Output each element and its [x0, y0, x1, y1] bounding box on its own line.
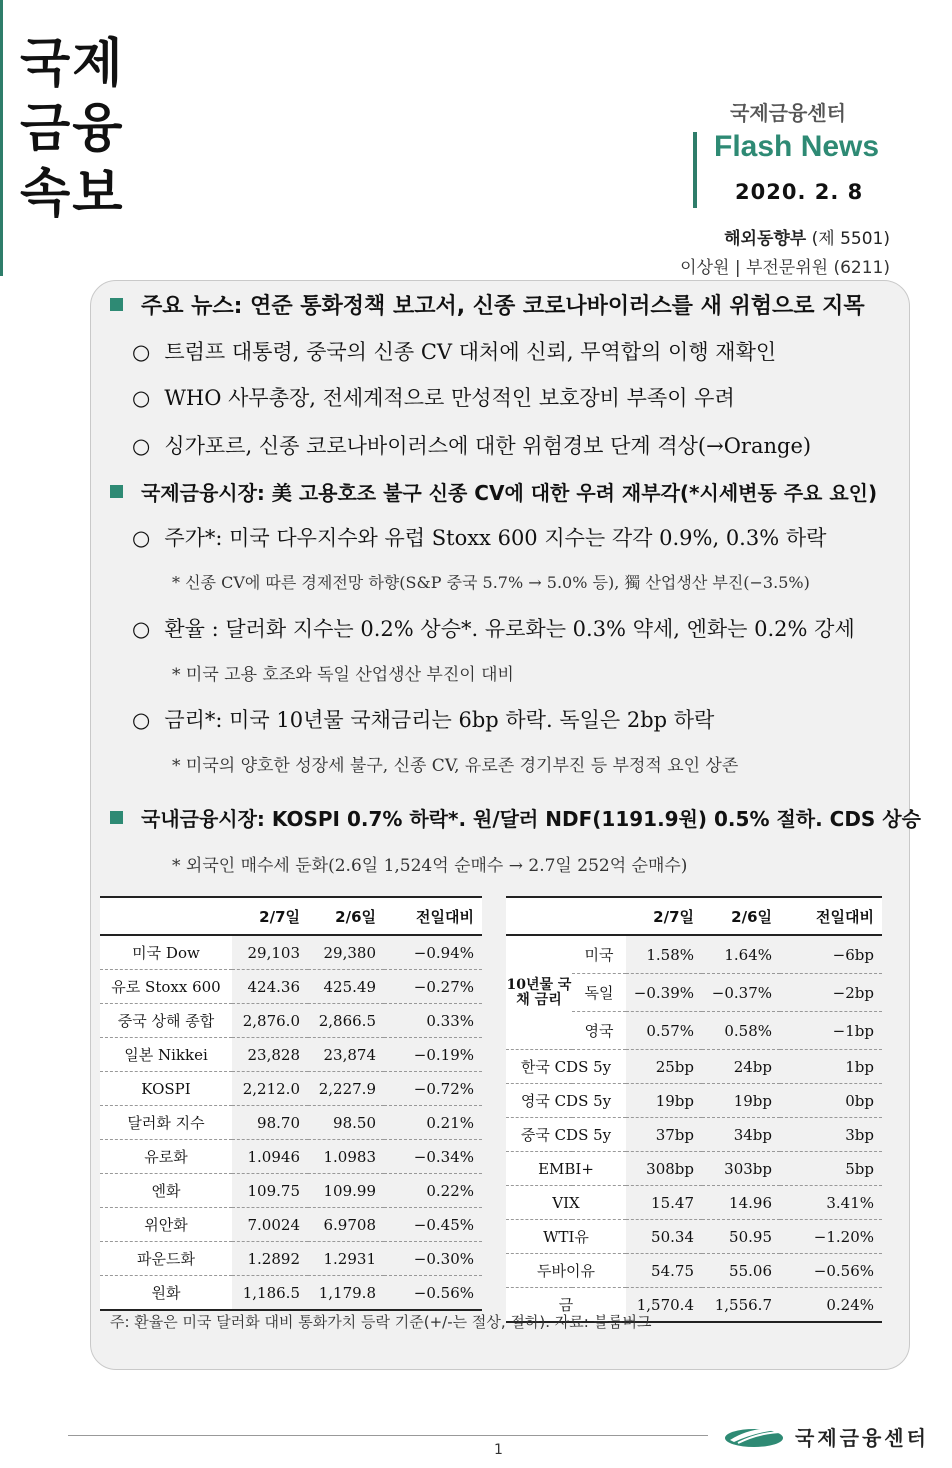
- table-row: [506, 1152, 882, 1186]
- table-row: [100, 1072, 482, 1106]
- table-row: [100, 1276, 482, 1311]
- table-row: [506, 1050, 882, 1084]
- table-cell: 영국 CDS 5y: [506, 1084, 626, 1118]
- doc-title-line-1: 국제: [20, 34, 125, 94]
- table-group-label: 10년물 국채 금리: [506, 935, 572, 1050]
- left-accent-rule: [0, 0, 3, 276]
- doc-title-line-2: 금융: [20, 99, 125, 159]
- circle-bullet-icon: ○: [132, 526, 151, 550]
- table-row: [100, 1038, 482, 1072]
- table-cell: 독일: [572, 974, 626, 1012]
- stock-note: * 신종 CV에 따른 경제전망 하향(S&P 중국 5.7% → 5.0% 등), 獨 산업생산 부진(−3.5%): [172, 573, 810, 592]
- table-cell: 7.0024: [232, 1208, 308, 1242]
- table-cell: 23,874: [308, 1038, 384, 1072]
- table-cell: 0.33%: [384, 1004, 482, 1038]
- table-cell: 일본 Nikkei: [100, 1038, 232, 1072]
- table-row: [100, 1106, 482, 1140]
- table-cell: 0.58%: [702, 1012, 780, 1050]
- footer-divider: [68, 1435, 708, 1436]
- table-cell: −0.19%: [384, 1038, 482, 1072]
- fx-note: * 미국 고용 호조와 독일 산업생산 부진이 대비: [172, 665, 514, 685]
- table-cell: VIX: [506, 1186, 626, 1220]
- table-cell: 1,556.7: [702, 1288, 780, 1323]
- fx-line-text: 환율 : 달러화 지수는 0.2% 상승*. 유로화는 0.3% 약세, 엔화는 0.2% 강세: [164, 617, 855, 641]
- global-markets-table: [100, 896, 482, 1311]
- table-header-row: [506, 897, 882, 935]
- kcif-logo-icon: [724, 1423, 788, 1453]
- table-cell: 54.75: [626, 1254, 702, 1288]
- table-cell: 24bp: [702, 1050, 780, 1084]
- table-cell: −0.34%: [384, 1140, 482, 1174]
- circle-bullet-icon: ○: [132, 708, 151, 732]
- table-cell: 위안화: [100, 1208, 232, 1242]
- table-cell: 37bp: [626, 1118, 702, 1152]
- table-cell: 3bp: [780, 1118, 882, 1152]
- square-bullet-icon: [110, 298, 123, 311]
- table-cell: WTI유: [506, 1220, 626, 1254]
- table-cell: 308bp: [626, 1152, 702, 1186]
- table-cell: 2,227.9: [308, 1072, 384, 1106]
- table-cell: 0.24%: [780, 1288, 882, 1323]
- fx-line: [132, 613, 855, 643]
- news-item: [132, 382, 735, 412]
- circle-bullet-icon: ○: [132, 617, 151, 641]
- table-cell: 원화: [100, 1276, 232, 1311]
- table-row: [506, 1186, 882, 1220]
- table-cell: 109.75: [232, 1174, 308, 1208]
- table-cell: 0.57%: [626, 1012, 702, 1050]
- news-item-text: 싱가포르, 신종 코로나바이러스에 대한 위험경보 단계 격상(→Orange): [164, 434, 812, 458]
- table-cell: 98.70: [232, 1106, 308, 1140]
- table-cell: −0.56%: [780, 1254, 882, 1288]
- table-cell: 1bp: [780, 1050, 882, 1084]
- table-cell: −1.20%: [780, 1220, 882, 1254]
- table-cell: 15.47: [626, 1186, 702, 1220]
- table-cell: −0.94%: [384, 935, 482, 970]
- table-row: [100, 970, 482, 1004]
- table-cell: 2,212.0: [232, 1072, 308, 1106]
- news-item: [132, 336, 776, 366]
- table-cell: 34bp: [702, 1118, 780, 1152]
- department-name: 해외동향부: [724, 229, 807, 249]
- section-3-heading-text: 국내금융시장: KOSPI 0.7% 하락*. 원/달러 NDF(1191.9원) 0.5% 절하. CDS 상승: [141, 807, 921, 831]
- table-cell: EMBI+: [506, 1152, 626, 1186]
- circle-bullet-icon: ○: [132, 386, 151, 410]
- table-row: [100, 1004, 482, 1038]
- table-row: [100, 1174, 482, 1208]
- square-bullet-icon: [110, 811, 123, 824]
- table-cell: 1.0946: [232, 1140, 308, 1174]
- table-cell: 1.2931: [308, 1242, 384, 1276]
- section-2-heading: [110, 477, 877, 506]
- table-cell: −0.45%: [384, 1208, 482, 1242]
- table-cell: 2,876.0: [232, 1004, 308, 1038]
- table-header-cell: 전일대비: [384, 897, 482, 935]
- table-cell: 미국 Dow: [100, 935, 232, 970]
- table-cell: 23,828: [232, 1038, 308, 1072]
- table-cell: 1,179.8: [308, 1276, 384, 1311]
- table-cell: KOSPI: [100, 1072, 232, 1106]
- table-cell: −0.27%: [384, 970, 482, 1004]
- table-footnote: 주: 환율은 미국 달러화 대비 통화가치 등락 기준(+/-는 절상, 절하). 자료: 블룸버그: [110, 1313, 652, 1331]
- section-3-heading: [110, 803, 921, 832]
- table-cell: 6.9708: [308, 1208, 384, 1242]
- table-cell: 영국: [572, 1012, 626, 1050]
- table-cell: 두바이유: [506, 1254, 626, 1288]
- section-1-heading-text: 주요 뉴스: 연준 통화정책 보고서, 신종 코로나바이러스를 새 위험으로 지목: [141, 294, 865, 319]
- table-cell: 425.49: [308, 970, 384, 1004]
- table-cell: 98.50: [308, 1106, 384, 1140]
- circle-bullet-icon: ○: [132, 340, 151, 364]
- stock-line: [132, 522, 826, 552]
- news-item: [132, 430, 811, 460]
- footer-org-name: 국제금융센터: [795, 1426, 929, 1450]
- table-cell: 55.06: [702, 1254, 780, 1288]
- flash-news-bar: [693, 132, 697, 208]
- table-cell: −0.56%: [384, 1276, 482, 1311]
- rates-commodities-table: [506, 896, 882, 1323]
- table-cell: 달러화 지수: [100, 1106, 232, 1140]
- table-header-cell: 2/6일: [702, 897, 780, 935]
- table-cell: 109.99: [308, 1174, 384, 1208]
- table-row: [100, 1140, 482, 1174]
- table-cell: 0.21%: [384, 1106, 482, 1140]
- table-cell: 19bp: [626, 1084, 702, 1118]
- table-cell: 금: [506, 1288, 626, 1323]
- circle-bullet-icon: ○: [132, 434, 151, 458]
- table-row: [506, 935, 882, 974]
- table-header-cell: 2/7일: [626, 897, 702, 935]
- news-item-text: WHO 사무총장, 전세계적으로 만성적인 보호장비 부족이 우려: [164, 386, 735, 410]
- department-number: (제 5501): [806, 229, 890, 249]
- table-cell: 1,186.5: [232, 1276, 308, 1311]
- table-cell: −0.37%: [702, 974, 780, 1012]
- table-cell: 유로 Stoxx 600: [100, 970, 232, 1004]
- rate-line: [132, 704, 714, 734]
- table-cell: 5bp: [780, 1152, 882, 1186]
- table-cell: −0.30%: [384, 1242, 482, 1276]
- stock-line-text: 주가*: 미국 다우지수와 유럽 Stoxx 600 지수는 각각 0.9%, 0.3% 하락: [164, 526, 827, 550]
- doc-title-line-3: 속보: [20, 164, 125, 224]
- table-row: [506, 1084, 882, 1118]
- table-cell: 303bp: [702, 1152, 780, 1186]
- table-cell: −2bp: [780, 974, 882, 1012]
- table-cell: 중국 CDS 5y: [506, 1118, 626, 1152]
- news-item-text: 트럼프 대통령, 중국의 신종 CV 대처에 신뢰, 무역합의 이행 재확인: [164, 340, 777, 364]
- square-bullet-icon: [110, 485, 123, 498]
- table-header-row: [100, 897, 482, 935]
- table-header-cell: 2/6일: [308, 897, 384, 935]
- org-name: 국제금융센터: [730, 101, 846, 125]
- table-cell: 50.95: [702, 1220, 780, 1254]
- table-cell: 중국 상해 종합: [100, 1004, 232, 1038]
- table-cell: 29,380: [308, 935, 384, 970]
- table-header-cell: [100, 897, 232, 935]
- table-header-cell: 2/7일: [232, 897, 308, 935]
- table-cell: 424.36: [232, 970, 308, 1004]
- flash-news-label: Flash News: [714, 130, 880, 163]
- domestic-note: * 외국인 매수세 둔화(2.6일 1,524억 순매수 → 2.7일 252억 순매수): [172, 856, 688, 876]
- author-line: 이상원 | 부전문위원 (6211): [680, 258, 890, 278]
- page-number: 1: [494, 1442, 503, 1458]
- section-2-heading-text: 국제금융시장: 美 고용호조 불구 신종 CV에 대한 우려 재부각(*시세변동 주요 요인): [141, 481, 878, 505]
- table-cell: 19bp: [702, 1084, 780, 1118]
- table-cell: 엔화: [100, 1174, 232, 1208]
- rate-line-text: 금리*: 미국 10년물 국채금리는 6bp 하락. 독일은 2bp 하락: [164, 708, 715, 732]
- table-cell: −0.39%: [626, 974, 702, 1012]
- table-row: [506, 1118, 882, 1152]
- table-cell: −0.72%: [384, 1072, 482, 1106]
- table-cell: 25bp: [626, 1050, 702, 1084]
- table-cell: 1.0983: [308, 1140, 384, 1174]
- department-line: [724, 224, 890, 249]
- rate-note: * 미국의 양호한 성장세 불구, 신종 CV, 유로존 경기부진 등 부정적 요인 상존: [172, 756, 739, 776]
- table-cell: −6bp: [780, 935, 882, 974]
- table-row: [100, 1208, 482, 1242]
- section-1-heading: [110, 289, 865, 320]
- table-cell: 14.96: [702, 1186, 780, 1220]
- table-row: [100, 1242, 482, 1276]
- table-row: [506, 1254, 882, 1288]
- table-row: [100, 935, 482, 970]
- table-cell: 1.2892: [232, 1242, 308, 1276]
- report-date: 2020. 2. 8: [735, 180, 864, 204]
- table-cell: 1,570.4: [626, 1288, 702, 1323]
- table-cell: −1bp: [780, 1012, 882, 1050]
- table-cell: 0.22%: [384, 1174, 482, 1208]
- table-cell: 3.41%: [780, 1186, 882, 1220]
- table-cell: 29,103: [232, 935, 308, 970]
- table-cell: 미국: [572, 935, 626, 974]
- table-cell: 유로화: [100, 1140, 232, 1174]
- table-cell: 2,866.5: [308, 1004, 384, 1038]
- table-cell: 1.58%: [626, 935, 702, 974]
- table-header-cell: 전일대비: [780, 897, 882, 935]
- table-cell: 1.64%: [702, 935, 780, 974]
- table-cell: 50.34: [626, 1220, 702, 1254]
- table-cell: 한국 CDS 5y: [506, 1050, 626, 1084]
- table-cell: 0bp: [780, 1084, 882, 1118]
- table-row: [506, 1220, 882, 1254]
- table-header-cell: [506, 897, 626, 935]
- table-cell: 파운드화: [100, 1242, 232, 1276]
